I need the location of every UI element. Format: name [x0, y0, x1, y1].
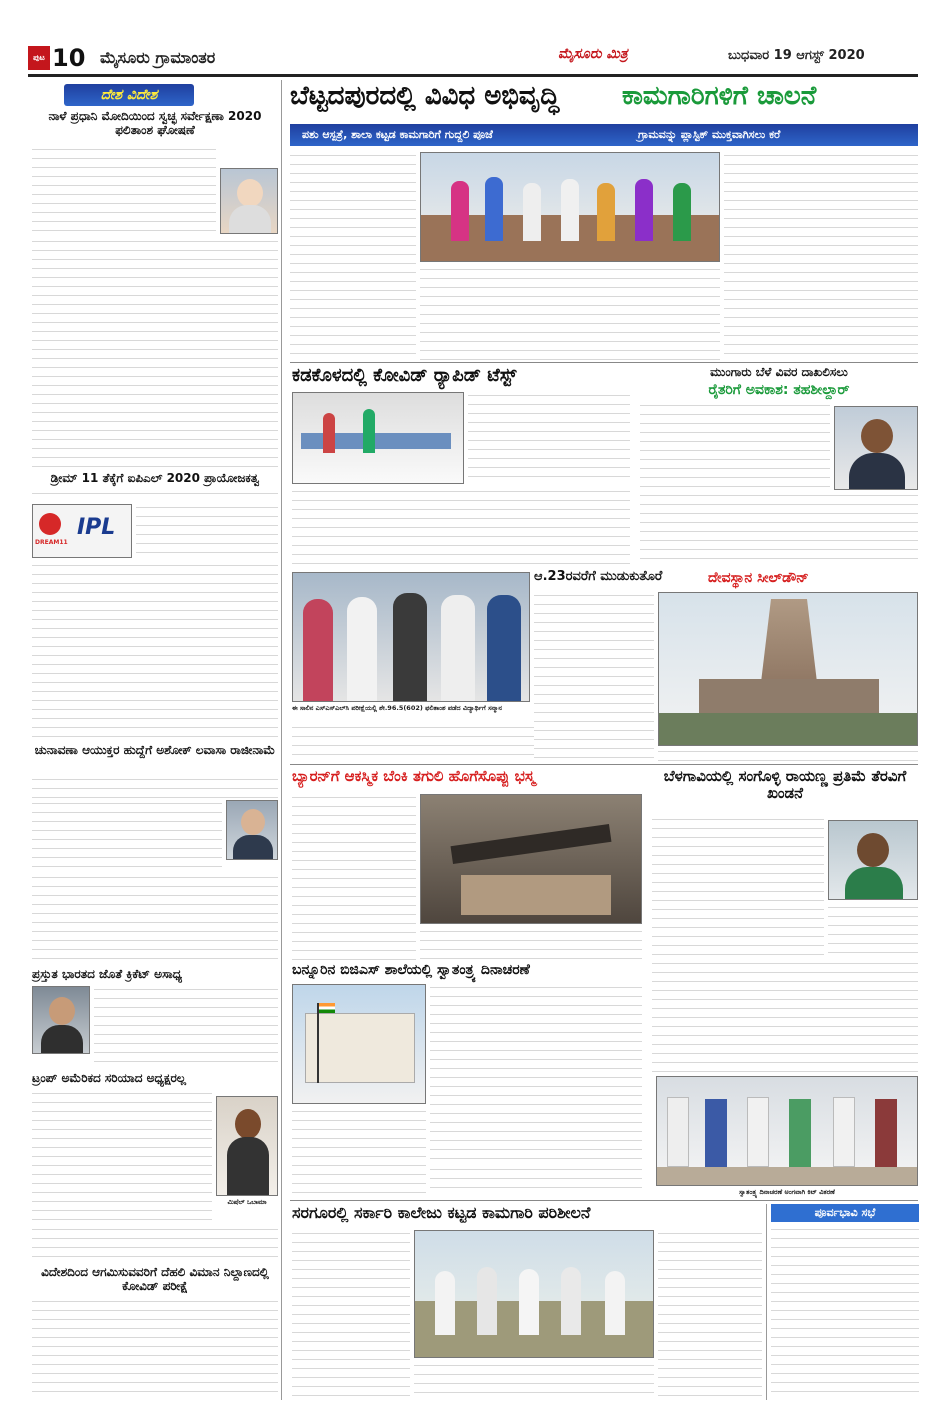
body-delhi-airport: [32, 1298, 278, 1398]
lead-subhead-bar: [290, 124, 918, 146]
body-lavasa-cont: [32, 874, 278, 964]
felicitation-caption: ಈ ಸಾಲಿನ ಎಸ್‌ಎಸ್‌ಎಲ್‌ಸಿ ಪರೀಕ್ಷೆಯಲ್ಲಿ ಶೇ.96.5(602) ಫಲಿತಾಂಶ ಪಡೆದ ವಿದ್ಯಾರ್ಥಿಗೆ ಸನ್ಮಾನ: [292, 704, 502, 712]
divider-2: [290, 764, 918, 765]
tahsildar-photo: [834, 406, 918, 490]
newspaper-brand: ಮೈಸೂರು ಮಿತ್ರ: [558, 46, 628, 62]
body-temple: [534, 592, 654, 758]
ipl-logo-text: IPL: [77, 515, 116, 540]
headline-temple-black: ಆ.23ರವರೆಗೆ ಮುಡುಕುತೊರೆ: [534, 569, 663, 584]
body-covid-test-2: [292, 488, 630, 566]
body-meeting: [771, 1226, 919, 1400]
body-rayanna-2: [828, 904, 918, 956]
body-school-1: [430, 984, 642, 1162]
lead-photo: [420, 152, 720, 262]
body-swachh: [32, 146, 216, 236]
fire-photo: [420, 794, 642, 924]
section-tag: ದೇಶ ವಿದೇಶ: [64, 84, 194, 106]
body-trump: [32, 1090, 212, 1226]
lead-headline-green: ಕಾಮಗಾರಿಗಳಿಗೆ ಚಾಲನೆ: [622, 81, 817, 111]
body-school-2: [292, 1108, 426, 1196]
body-fire-2: [420, 928, 642, 960]
school-photo: [292, 984, 426, 1104]
page-label: ಪುಟ: [28, 46, 50, 70]
lead-subhead-2: ಗ್ರಾಮವನ್ನು ಪ್ಲಾಸ್ಟಿಕ್ ಮುಕ್ತವಾಗಿಸಲು ಕರೆ: [638, 128, 781, 141]
felicitation-photo: [292, 572, 530, 702]
body-temple-cont: [658, 748, 918, 762]
headline-trump: ಟ್ರಂಪ್ ಅಮೆರಿಕದ ಸರಿಯಾದ ಅಧ್ಯಕ್ಷರಲ್ಲ: [32, 1071, 187, 1085]
body-lavasa-side: [32, 800, 222, 872]
body-crop: [640, 402, 830, 488]
lead-body-right: [724, 152, 918, 360]
headline-cricket: ಪ್ರಸ್ತುತ ಭಾರತದ ಜೊತೆ ಕ್ರಿಕೆಟ್ ಅಸಾಧ್ಯ: [32, 967, 183, 981]
lead-subhead-1: ಪಶು ಆಸ್ಪತ್ರೆ, ಶಾಲಾ ಕಟ್ಟಡ ಕಾಮಗಾರಿಗೆ ಗುದ್ದಲಿ ಪೂಜೆ: [302, 128, 493, 141]
left-column: [28, 80, 282, 1400]
headline-covid-test: ಕಡಕೊಳದಲ್ಲಿ ಕೋವಿಡ್ ರ‍್ಯಾಪಿಡ್ ಟೆಸ್ಟ್: [292, 365, 517, 386]
body-covid-test-1: [468, 392, 630, 484]
headline-crop-1: ಮುಂಗಾರು ಬೆಳೆ ವಿವರ ದಾಖಲಿಸಲು: [710, 365, 848, 379]
relief-photo: [656, 1076, 918, 1186]
page-number: 10: [52, 44, 86, 72]
body-dream11-side: [136, 504, 278, 558]
headline-fire: ಬ್ಯಾರನ್‌ಗೆ ಆಕಸ್ಮಿಕ ಬೆಂಕಿ ತಗುಲಿ ಹೊಗೆಸೊಪ್ಪು ಭಸ್ಮ: [292, 767, 535, 785]
headline-college: ಸರಗೂರಲ್ಲಿ ಸರ್ಕಾರಿ ಕಾಲೇಜು ಕಟ್ಟಡ ಕಾಮಗಾರಿ ಪರಿಶೀಲನೆ: [292, 1203, 591, 1222]
meeting-box: [766, 1204, 918, 1400]
temple-photo: [658, 592, 918, 746]
headline-temple-red: ದೇವಸ್ಥಾನ ಸೀಲ್‌ಡೌನ್: [708, 570, 809, 586]
body-lavasa: [32, 776, 278, 798]
headline-delhi-airport: ವಿದೇಶದಿಂದ ಆಗಮಿಸುವವರಿಗೆ ದೆಹಲಿ ವಿಮಾನ ನಿಲ್ದಾಣದಲ್ಲಿ ಕೋವಿಡ್ ಪರೀಕ್ಷೆ: [41, 1265, 269, 1293]
lavasa-photo: [226, 800, 278, 860]
headline-dream11: ಡ್ರೀಮ್ 11 ತೆಕ್ಕೆಗೆ ಐಪಿಎಲ್ 2020 ಪ್ರಾಯೋಜಕತ್ವ: [50, 471, 260, 485]
headline-swachh: ನಾಳೆ ಪ್ರಧಾನಿ ಮೋದಿಯಿಂದ ಸ್ವಚ್ಛ ಸರ್ವೇಕ್ಷಣಾ 2020 ಫಲಿತಾಂಶ ಘೋಷಣೆ: [48, 109, 262, 137]
lead-body-mid: [420, 266, 720, 360]
lead-headline-black: ಬೆಟ್ಟದಪುರದಲ್ಲಿ ವಿವಿಧ ಅಭಿವೃದ್ಧಿ: [290, 81, 560, 111]
body-fire-1: [292, 794, 416, 960]
headline-rayanna: ಬೆಳಗಾವಿಯಲ್ಲಿ ಸಂಗೊಳ್ಳಿ ರಾಯಣ್ಣ ಪ್ರತಿಮೆ ತೆರವಿಗೆ ಖಂಡನೆ: [663, 767, 907, 803]
michelle-caption: ಮಿಷೆಲ್ ಒಬಾಮಾ: [227, 1198, 267, 1206]
headline-crop-2: ರೈತರಿಗೆ ಅವಕಾಶ: ತಹಶೀಲ್ದಾರ್: [708, 382, 850, 398]
issue-date: ಬುಧವಾರ 19 ಆಗಸ್ಟ್ 2020: [728, 48, 865, 63]
dream11-logo-text: DREAM11: [35, 539, 68, 546]
rayanna-photo: [828, 820, 918, 900]
section-title: ಮೈಸೂರು ಗ್ರಾಮಾಂತರ: [100, 48, 216, 67]
covid-test-photo: [292, 392, 464, 484]
body-crop-cont: [640, 492, 918, 566]
ipl-logo: [32, 504, 132, 558]
body-swachh-cont: [32, 238, 278, 468]
body-cricket: [94, 986, 278, 1066]
modi-photo: [220, 168, 278, 234]
divider-3: [290, 1200, 918, 1201]
body-college-2: [414, 1362, 654, 1400]
divider-1: [290, 362, 918, 363]
body-dream11-cont: [32, 562, 278, 740]
headline-school: ಬನ್ನೂರಿನ ಬಿಜಿಎಸ್ ಶಾಲೆಯಲ್ಲಿ ಸ್ವಾತಂತ್ರ್ಯ ದಿನಾಚರಣೆ: [292, 962, 530, 978]
header-rule: [28, 74, 918, 77]
michelle-photo: [216, 1096, 278, 1196]
imran-photo: [32, 986, 90, 1054]
body-dream11: [32, 490, 278, 502]
body-school-3: [430, 1166, 642, 1196]
college-photo: [414, 1230, 654, 1358]
headline-lavasa: ಚುನಾವಣಾ ಆಯುಕ್ತರ ಹುದ್ದೆಗೆ ಅಶೋಕ್ ಲವಾಸಾ ರಾಜೀನಾಮೆ: [34, 743, 276, 757]
headline-meeting: ಪೂರ್ವಭಾವಿ ಸಭೆ: [771, 1204, 919, 1222]
body-college-1: [292, 1230, 410, 1400]
body-rayanna-1: [652, 816, 824, 956]
body-college-3: [658, 1230, 762, 1400]
body-rayanna-3: [652, 960, 918, 1072]
relief-caption: ಸ್ವಾತಂತ್ರ್ಯ ದಿನಾಚರಣೆ ಅಂಗವಾಗಿ ಕಿಟ್ ವಿತರಣೆ: [739, 1188, 835, 1196]
body-trump-cont: [32, 1226, 278, 1262]
lead-body-left: [290, 152, 416, 360]
